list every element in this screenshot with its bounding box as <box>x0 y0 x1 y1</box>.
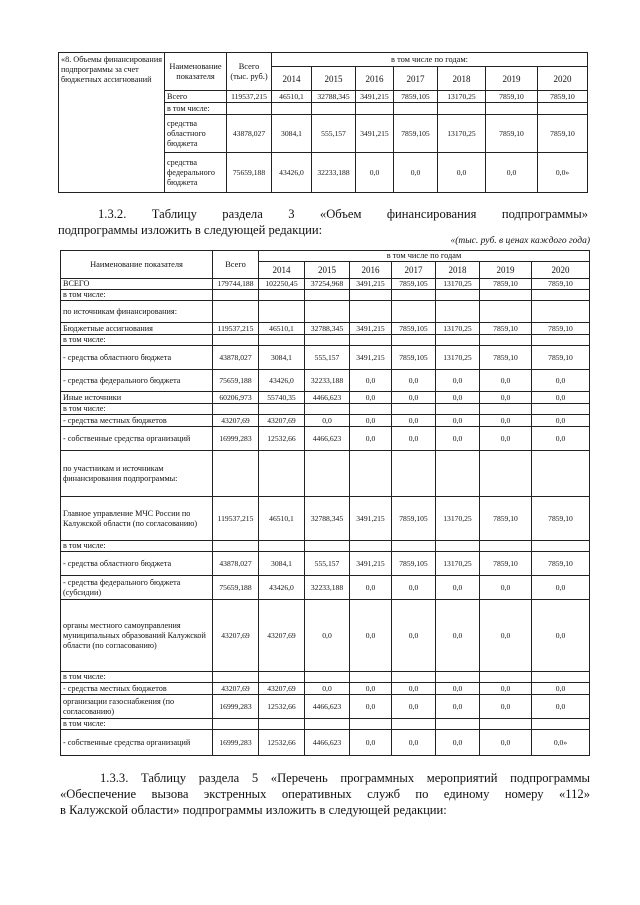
row-value: 0,0 <box>392 392 436 404</box>
row-value: 4466,623 <box>305 392 350 404</box>
table-row <box>61 672 590 683</box>
row-value: 0,0 <box>350 370 392 392</box>
row-name: - собственные средства организаций <box>61 427 213 451</box>
row-value <box>350 451 392 497</box>
row-value <box>259 301 305 323</box>
row-value <box>532 672 590 683</box>
row-value <box>532 301 590 323</box>
row-value: 0,0 <box>392 415 436 427</box>
table-row <box>61 415 590 427</box>
row-value <box>532 290 590 301</box>
row-value: 0,0 <box>480 695 532 719</box>
row-value: 43207,69 <box>259 600 305 672</box>
row-total <box>213 672 259 683</box>
row-value: 0,0 <box>532 683 590 695</box>
units-note: «(тыс. руб. в ценах каждого года) <box>450 236 590 246</box>
row-total <box>213 290 259 301</box>
row-value: 32788,345 <box>305 497 350 541</box>
year-header: 2015 <box>312 67 356 91</box>
row-value <box>532 451 590 497</box>
row-value: 0,0 <box>350 415 392 427</box>
row-value: 46510,1 <box>272 91 312 103</box>
table-row <box>61 541 590 552</box>
row-value <box>305 335 350 346</box>
row-value <box>480 335 532 346</box>
row-value: 13170,25 <box>438 91 486 103</box>
row-value: 0,0 <box>436 730 480 756</box>
row-value: 0,0 <box>350 600 392 672</box>
row-total: 119537,215 <box>213 323 259 335</box>
paragraph-line: 1.3.3. Таблицу раздела 5 «Перечень программных мероприятий подпрограммы <box>100 771 590 785</box>
row-value: 43426,0 <box>272 153 312 193</box>
row-value <box>436 541 480 552</box>
paragraph-line: «Обеспечение вызова экстренных оперативных служб по единому номеру «112» <box>60 787 590 801</box>
row-value: 3084,1 <box>259 346 305 370</box>
row-value <box>305 672 350 683</box>
row-value: 3491,215 <box>356 115 394 153</box>
row-value <box>350 404 392 415</box>
row-value <box>486 103 538 115</box>
row-value: 0,0 <box>480 370 532 392</box>
row-value <box>436 290 480 301</box>
row-value: 0,0 <box>532 415 590 427</box>
financing-section-label: «8. Объемы финансирования подпрограммы за счет бюджетных ассигнований <box>59 53 165 193</box>
row-value: 0,0 <box>350 576 392 600</box>
row-value: 0,0 <box>392 600 436 672</box>
row-value: 46510,1 <box>259 497 305 541</box>
row-value: 0,0 <box>480 427 532 451</box>
row-total: 75659,188 <box>213 576 259 600</box>
row-value <box>480 672 532 683</box>
row-value <box>392 672 436 683</box>
row-value <box>259 719 305 730</box>
row-value <box>480 301 532 323</box>
row-value <box>436 335 480 346</box>
row-value: 43207,69 <box>259 683 305 695</box>
row-name: органы местного самоуправления муниципальных образований Калужской области (по согласованию) <box>61 600 213 672</box>
table-row <box>61 346 590 370</box>
row-value <box>350 719 392 730</box>
row-name: - средства областного бюджета <box>61 346 213 370</box>
table-row <box>61 719 590 730</box>
row-value: 0,0 <box>392 683 436 695</box>
row-name: в том числе: <box>61 404 213 415</box>
row-value: 0,0 <box>305 600 350 672</box>
row-value: 7859,10 <box>538 91 588 103</box>
row-total: 119537,215 <box>227 91 272 103</box>
row-name: - средства федерального бюджета <box>61 370 213 392</box>
row-value: 3491,215 <box>350 552 392 576</box>
row-name: в том числе: <box>61 672 213 683</box>
year-header: 2015 <box>305 262 350 279</box>
year-header: 2019 <box>486 67 538 91</box>
row-value <box>272 103 312 115</box>
year-header: 2017 <box>394 67 438 91</box>
row-value <box>305 301 350 323</box>
row-value <box>392 719 436 730</box>
row-value <box>480 290 532 301</box>
row-total: 75659,188 <box>227 153 272 193</box>
row-value: 3491,215 <box>350 497 392 541</box>
row-value <box>259 541 305 552</box>
row-total: 16999,283 <box>213 730 259 756</box>
row-name: по участникам и источникам финансирования подпрограммы: <box>61 451 213 497</box>
row-value <box>436 404 480 415</box>
row-value: 13170,25 <box>436 279 480 290</box>
row-value: 7859,10 <box>532 323 590 335</box>
row-value <box>532 541 590 552</box>
row-total <box>213 404 259 415</box>
row-value: 0,0 <box>480 576 532 600</box>
row-total <box>213 301 259 323</box>
row-value <box>305 541 350 552</box>
row-value: 7859,105 <box>394 115 438 153</box>
row-value: 32233,188 <box>305 576 350 600</box>
row-value: 46510,1 <box>259 323 305 335</box>
row-value: 0,0 <box>392 730 436 756</box>
row-value: 32788,345 <box>312 91 356 103</box>
row-total: 43878,027 <box>227 115 272 153</box>
table-row <box>61 497 590 541</box>
row-value <box>259 672 305 683</box>
row-value: 13170,25 <box>438 115 486 153</box>
row-value: 0,0 <box>350 427 392 451</box>
row-name: Иные источники <box>61 392 213 404</box>
row-value: 4466,623 <box>305 730 350 756</box>
row-value: 7859,10 <box>532 346 590 370</box>
table-row <box>61 290 590 301</box>
row-value: 0,0 <box>392 370 436 392</box>
row-value <box>538 103 588 115</box>
row-name: ВСЕГО <box>61 279 213 290</box>
row-value: 0,0 <box>532 370 590 392</box>
table-row <box>61 301 590 323</box>
row-value: 13170,25 <box>436 346 480 370</box>
row-value: 4466,623 <box>305 427 350 451</box>
financing-volume-table <box>60 250 590 756</box>
row-value: 7859,10 <box>480 552 532 576</box>
row-value: 12532,66 <box>259 730 305 756</box>
row-value <box>436 719 480 730</box>
row-value <box>312 103 356 115</box>
row-value: 7859,105 <box>394 91 438 103</box>
row-value: 3491,215 <box>350 279 392 290</box>
year-header: 2020 <box>538 67 588 91</box>
table-row <box>61 451 590 497</box>
row-value <box>350 290 392 301</box>
row-name: по источникам финансирования: <box>61 301 213 323</box>
col-header-years-group: в том числе по годам: <box>272 53 588 67</box>
row-total: 43878,027 <box>213 346 259 370</box>
row-value: 7859,105 <box>392 497 436 541</box>
row-name: - средства федерального бюджета (субсидии) <box>61 576 213 600</box>
row-value <box>480 719 532 730</box>
row-value: 555,157 <box>305 552 350 576</box>
row-value <box>350 541 392 552</box>
row-name: - средства областного бюджета <box>61 552 213 576</box>
row-value <box>350 672 392 683</box>
row-value: 32233,188 <box>312 153 356 193</box>
row-value <box>394 103 438 115</box>
row-name: Главное управление МЧС России по Калужской области (по согласованию) <box>61 497 213 541</box>
row-value: 12532,66 <box>259 695 305 719</box>
paragraph-line: 1.3.2. Таблицу раздела 3 «Объем финансирования подпрограммы» <box>98 207 588 221</box>
row-value: 43426,0 <box>259 370 305 392</box>
row-value: 3084,1 <box>259 552 305 576</box>
table-row <box>61 552 590 576</box>
row-value <box>532 335 590 346</box>
row-value: 0,0 <box>350 392 392 404</box>
row-total <box>213 719 259 730</box>
table-row <box>61 279 590 290</box>
row-total <box>213 541 259 552</box>
row-value: 3491,215 <box>350 323 392 335</box>
row-value: 0,0 <box>436 415 480 427</box>
row-value: 0,0 <box>436 695 480 719</box>
row-value: 7859,10 <box>532 497 590 541</box>
table-row <box>61 404 590 415</box>
year-header: 2020 <box>532 262 590 279</box>
row-value <box>350 335 392 346</box>
row-value <box>392 335 436 346</box>
row-value <box>392 290 436 301</box>
row-value <box>259 404 305 415</box>
row-value: 12532,66 <box>259 427 305 451</box>
row-value: 0,0 <box>392 695 436 719</box>
row-value <box>480 404 532 415</box>
row-value <box>436 451 480 497</box>
row-value: 0,0 <box>350 683 392 695</box>
table-row <box>61 576 590 600</box>
row-value: 0,0 <box>350 730 392 756</box>
row-name: Всего <box>165 91 227 103</box>
row-total: 179744,188 <box>213 279 259 290</box>
row-value: 43426,0 <box>259 576 305 600</box>
row-value <box>305 404 350 415</box>
row-value: 4466,623 <box>305 695 350 719</box>
table-row <box>61 323 590 335</box>
row-value: 0,0 <box>486 153 538 193</box>
row-total: 75659,188 <box>213 370 259 392</box>
row-value: 0,0 <box>305 683 350 695</box>
row-value: 0,0 <box>436 392 480 404</box>
row-value: 0,0 <box>438 153 486 193</box>
row-total: 43207,69 <box>213 683 259 695</box>
row-total: 60206,973 <box>213 392 259 404</box>
year-header: 2014 <box>272 67 312 91</box>
row-value <box>392 451 436 497</box>
paragraph-line: в Калужской области» подпрограммы изложить в следующей редакции: <box>60 803 447 817</box>
row-name: в том числе: <box>61 719 213 730</box>
row-value: 7859,105 <box>392 279 436 290</box>
row-value <box>438 103 486 115</box>
row-value: 0,0 <box>480 415 532 427</box>
row-name: средства федерального бюджета <box>165 153 227 193</box>
row-value: 0,0 <box>436 683 480 695</box>
row-name: - собственные средства организаций <box>61 730 213 756</box>
row-value: 102250,45 <box>259 279 305 290</box>
row-value: 7859,10 <box>532 279 590 290</box>
row-value <box>305 719 350 730</box>
row-value: 0,0 <box>480 600 532 672</box>
row-total <box>213 451 259 497</box>
row-total: 119537,215 <box>213 497 259 541</box>
row-total <box>213 335 259 346</box>
row-value: 7859,10 <box>486 115 538 153</box>
year-header: 2016 <box>356 67 394 91</box>
year-header: 2018 <box>438 67 486 91</box>
row-value <box>259 335 305 346</box>
row-value: 0,0 <box>532 695 590 719</box>
row-value: 0,0 <box>436 576 480 600</box>
row-value <box>436 672 480 683</box>
row-value: 7859,10 <box>538 115 588 153</box>
row-value: 3491,215 <box>356 91 394 103</box>
row-value <box>356 103 394 115</box>
row-value: 0,0 <box>356 153 394 193</box>
paragraph-line: подпрограммы изложить в следующей редакции: <box>58 223 323 237</box>
paragraph-1-3-3 <box>60 770 590 818</box>
row-value: 7859,10 <box>480 279 532 290</box>
table-row <box>61 370 590 392</box>
row-value: 0,0 <box>480 730 532 756</box>
row-value <box>392 541 436 552</box>
row-value: 0,0 <box>532 392 590 404</box>
row-value <box>532 719 590 730</box>
row-name: в том числе: <box>61 541 213 552</box>
row-value: 55740,35 <box>259 392 305 404</box>
row-value: 7859,10 <box>532 552 590 576</box>
table-row <box>61 730 590 756</box>
row-name: в том числе: <box>61 290 213 301</box>
row-value: 0,0 <box>392 427 436 451</box>
paragraph-1-3-2 <box>58 206 588 238</box>
row-value: 13170,25 <box>436 323 480 335</box>
row-value: 0,0» <box>532 730 590 756</box>
row-value: 0,0 <box>436 370 480 392</box>
row-value: 3491,215 <box>350 346 392 370</box>
row-name: в том числе: <box>61 335 213 346</box>
row-value: 7859,10 <box>480 346 532 370</box>
row-value: 0,0 <box>350 695 392 719</box>
year-header: 2014 <box>259 262 305 279</box>
year-header: 2017 <box>392 262 436 279</box>
row-value <box>392 301 436 323</box>
row-total: 43878,027 <box>213 552 259 576</box>
row-value: 7859,105 <box>392 346 436 370</box>
row-name: в том числе: <box>165 103 227 115</box>
row-value <box>305 290 350 301</box>
row-value <box>436 301 480 323</box>
row-value <box>480 541 532 552</box>
row-total: 16999,283 <box>213 427 259 451</box>
row-value: 0,0 <box>532 427 590 451</box>
row-value: 0,0 <box>436 427 480 451</box>
row-value: 0,0 <box>480 683 532 695</box>
row-value: 7859,10 <box>486 91 538 103</box>
row-value: 0,0 <box>392 576 436 600</box>
table-row <box>61 392 590 404</box>
row-value <box>480 451 532 497</box>
row-value: 7859,10 <box>480 323 532 335</box>
col-header-name: Наименование показателя <box>61 251 213 279</box>
row-value: 0,0» <box>538 153 588 193</box>
row-name: организации газоснабжения (по согласованию) <box>61 695 213 719</box>
col-header-total: Всего (тыс. руб.) <box>227 53 272 91</box>
row-total <box>227 103 272 115</box>
row-value: 7859,105 <box>392 323 436 335</box>
row-name: Бюджетные ассигнования <box>61 323 213 335</box>
table-row <box>61 695 590 719</box>
col-header-name: Наименование показателя <box>165 53 227 91</box>
row-value: 555,157 <box>305 346 350 370</box>
row-value: 13170,25 <box>436 497 480 541</box>
year-header: 2018 <box>436 262 480 279</box>
row-value <box>392 404 436 415</box>
table-row <box>61 427 590 451</box>
row-value: 0,0 <box>305 415 350 427</box>
financing-summary-table <box>58 52 588 193</box>
row-value: 13170,25 <box>436 552 480 576</box>
row-value: 0,0 <box>532 576 590 600</box>
row-value: 43207,69 <box>259 415 305 427</box>
row-value: 7859,10 <box>480 497 532 541</box>
row-value: 0,0 <box>436 600 480 672</box>
table-row <box>61 335 590 346</box>
row-value: 7859,105 <box>392 552 436 576</box>
row-name: средства областного бюджета <box>165 115 227 153</box>
col-header-years-group: в том числе по годам <box>259 251 590 262</box>
row-total: 43207,69 <box>213 600 259 672</box>
col-header-total: Всего <box>213 251 259 279</box>
row-value: 555,157 <box>312 115 356 153</box>
row-value <box>305 451 350 497</box>
table-row <box>61 683 590 695</box>
row-name: - средства местных бюджетов <box>61 415 213 427</box>
row-value <box>350 301 392 323</box>
row-value <box>259 451 305 497</box>
row-value <box>532 404 590 415</box>
year-header: 2016 <box>350 262 392 279</box>
row-value: 0,0 <box>532 600 590 672</box>
row-total: 16999,283 <box>213 695 259 719</box>
row-total: 43207,69 <box>213 415 259 427</box>
row-value: 0,0 <box>394 153 438 193</box>
row-value: 3084,1 <box>272 115 312 153</box>
table-row <box>61 600 590 672</box>
row-value: 32788,345 <box>305 323 350 335</box>
year-header: 2019 <box>480 262 532 279</box>
row-value: 0,0 <box>480 392 532 404</box>
row-name: - средства местных бюджетов <box>61 683 213 695</box>
row-value <box>259 290 305 301</box>
row-value: 37254,968 <box>305 279 350 290</box>
row-value: 32233,188 <box>305 370 350 392</box>
